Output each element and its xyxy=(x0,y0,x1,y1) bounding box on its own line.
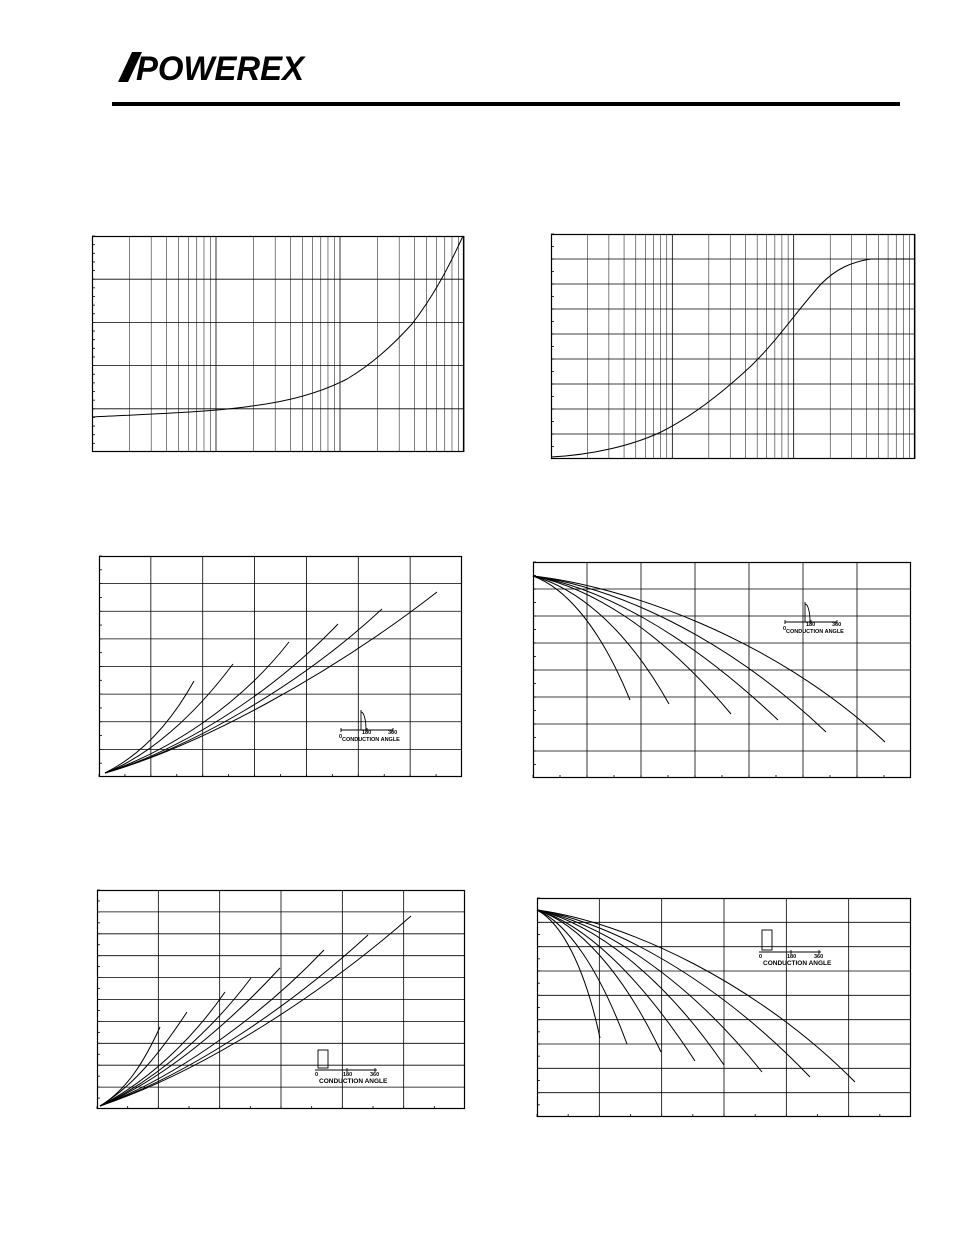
svg-text:180: 180 xyxy=(343,1072,353,1078)
svg-text:CONDUCTION ANGLE: CONDUCTION ANGLE xyxy=(319,1078,388,1085)
powerex-logo xyxy=(118,48,308,86)
chart-top-right xyxy=(551,234,915,459)
logo-wordmark: POWEREX xyxy=(136,50,307,86)
curve xyxy=(105,642,289,773)
svg-text:0: 0 xyxy=(315,1072,319,1078)
svg-text:0: 0 xyxy=(339,734,343,740)
curve xyxy=(92,236,463,417)
svg-text:0: 0 xyxy=(759,954,763,960)
curve xyxy=(537,910,600,1038)
curve xyxy=(533,576,731,714)
chart-middle-right xyxy=(533,562,911,778)
curve xyxy=(537,910,855,1082)
curve xyxy=(105,624,338,773)
svg-text:CONDUCTION ANGLE: CONDUCTION ANGLE xyxy=(342,737,400,743)
svg-text:180: 180 xyxy=(806,622,816,628)
curve xyxy=(533,576,826,732)
curve xyxy=(537,910,810,1077)
chart-middle-left xyxy=(99,556,462,777)
curve xyxy=(105,592,437,773)
curve xyxy=(537,910,627,1044)
curve-family xyxy=(537,910,855,1082)
svg-text:0: 0 xyxy=(783,626,787,632)
curve xyxy=(551,259,915,457)
chart-bottom-right xyxy=(537,898,911,1117)
svg-text:CONDUCTION ANGLE: CONDUCTION ANGLE xyxy=(786,629,844,635)
rect-conduction-inset xyxy=(315,1050,388,1085)
header-rule xyxy=(112,102,900,106)
curve-family xyxy=(533,576,885,742)
rect-conduction-inset xyxy=(759,930,832,967)
svg-text:180: 180 xyxy=(362,730,372,736)
svg-text:180: 180 xyxy=(787,954,797,960)
chart-top-left xyxy=(92,236,464,452)
curve xyxy=(533,576,630,700)
curve xyxy=(533,576,669,704)
curve xyxy=(533,576,778,720)
curve xyxy=(105,681,194,773)
curve xyxy=(537,910,724,1065)
curve-family xyxy=(105,592,437,773)
curve xyxy=(533,576,885,742)
svg-text:360: 360 xyxy=(814,954,824,960)
sine-conduction-inset xyxy=(783,602,844,635)
sine-conduction-inset xyxy=(339,710,400,743)
curve xyxy=(537,910,762,1072)
svg-text:360: 360 xyxy=(388,730,398,736)
svg-text:CONDUCTION ANGLE: CONDUCTION ANGLE xyxy=(763,960,832,967)
curve xyxy=(100,950,324,1106)
svg-text:360: 360 xyxy=(832,622,842,628)
svg-text:360: 360 xyxy=(370,1072,380,1078)
chart-bottom-left xyxy=(97,890,465,1109)
